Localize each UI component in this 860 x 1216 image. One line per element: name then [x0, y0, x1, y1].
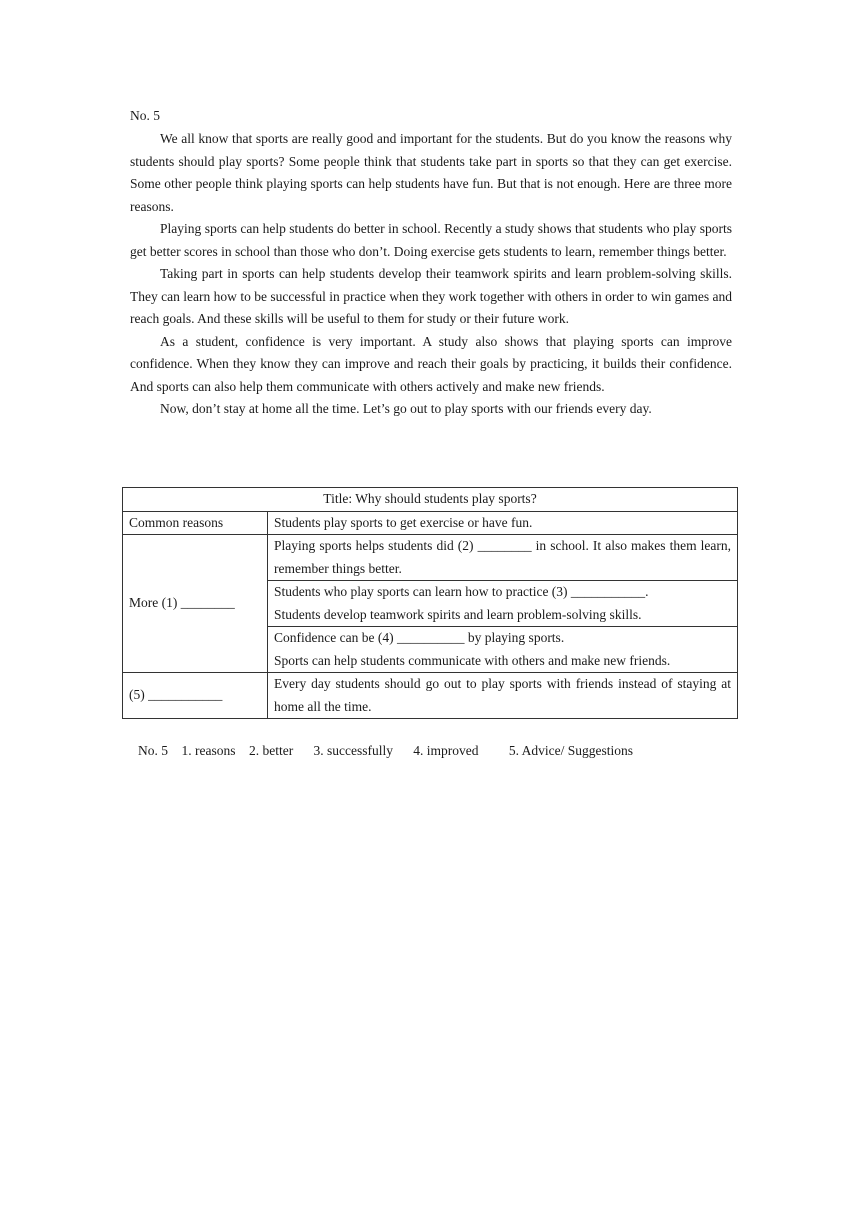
- passage: [130, 106, 732, 421]
- table-row: [123, 673, 738, 719]
- reason-teamwork-line-1: Students who play sports can learn how to practice (3) ___________.: [274, 584, 649, 599]
- answer-2: 2. better: [249, 743, 294, 758]
- passage-number: No. 5: [130, 108, 160, 123]
- answer-4: 4. improved: [413, 743, 479, 758]
- answer-5: 5. Advice/ Suggestions: [508, 743, 633, 758]
- reason-teamwork-line-2: Students develop teamwork spirits and learn problem-solving skills.: [274, 606, 642, 622]
- answer-key: [138, 741, 633, 761]
- reason-teamwork: [268, 581, 738, 627]
- paragraph-3: Taking part in sports can help students develop their teamwork spirits and learn problem-solving skills. They can learn how to be successful in practice when they work together with others in order to win games and reach goals. And these skills will be useful to them for study or their future work.: [130, 266, 732, 326]
- reason-confidence: [268, 627, 738, 673]
- paragraph-4: As a student, confidence is very important. A study also shows that playing sports can improve confidence. When they know they can improve and reach their goals by practicing, it builds their confidence. And sports can also help them communicate with others actively and make new friends.: [130, 333, 732, 394]
- answer-1: 1. reasons: [181, 743, 236, 758]
- common-reasons-text: Students play sports to get exercise or have fun.: [268, 511, 738, 535]
- common-reasons-label: Common reasons: [123, 511, 268, 535]
- paragraph-5: Now, don’t stay at home all the time. Let’s go out to play sports with our friends every day.: [160, 401, 652, 416]
- table-title: Title: Why should students play sports?: [123, 488, 738, 512]
- table-row: [123, 535, 738, 581]
- table-row: [123, 511, 738, 535]
- reason-confidence-line-2: Sports can help students communicate with others and make new friends.: [274, 652, 671, 668]
- reason-confidence-line-1: Confidence can be (4) __________ by playing sports.: [274, 630, 565, 645]
- advice-text: Every day students should go out to play sports with friends instead of staying at home all the time.: [268, 673, 738, 719]
- more-reasons-label: More (1) ________: [123, 535, 268, 673]
- answer-key-label: No. 5: [138, 743, 168, 758]
- table-row: [123, 488, 738, 512]
- paragraph-2: Playing sports can help students do better in school. Recently a study shows that students who play sports get better scores in school than those who don’t. Doing exercise gets students to learn, remember things better.: [130, 221, 732, 259]
- answer-3: 3. successfully: [313, 743, 393, 758]
- advice-label: (5) ___________: [123, 673, 268, 719]
- paragraph-1: We all know that sports are really good and important for the students. But do you know the reasons why students should play sports? Some people think that students take part in sports so that they can get exercise. Some other people think playing sports can help students have fun. But that is not enough. Here are three more reasons.: [130, 131, 732, 214]
- reason-school: Playing sports helps students did (2) ________ in school. It also makes them learn, remember things better.: [268, 535, 738, 581]
- summary-table: [122, 487, 738, 719]
